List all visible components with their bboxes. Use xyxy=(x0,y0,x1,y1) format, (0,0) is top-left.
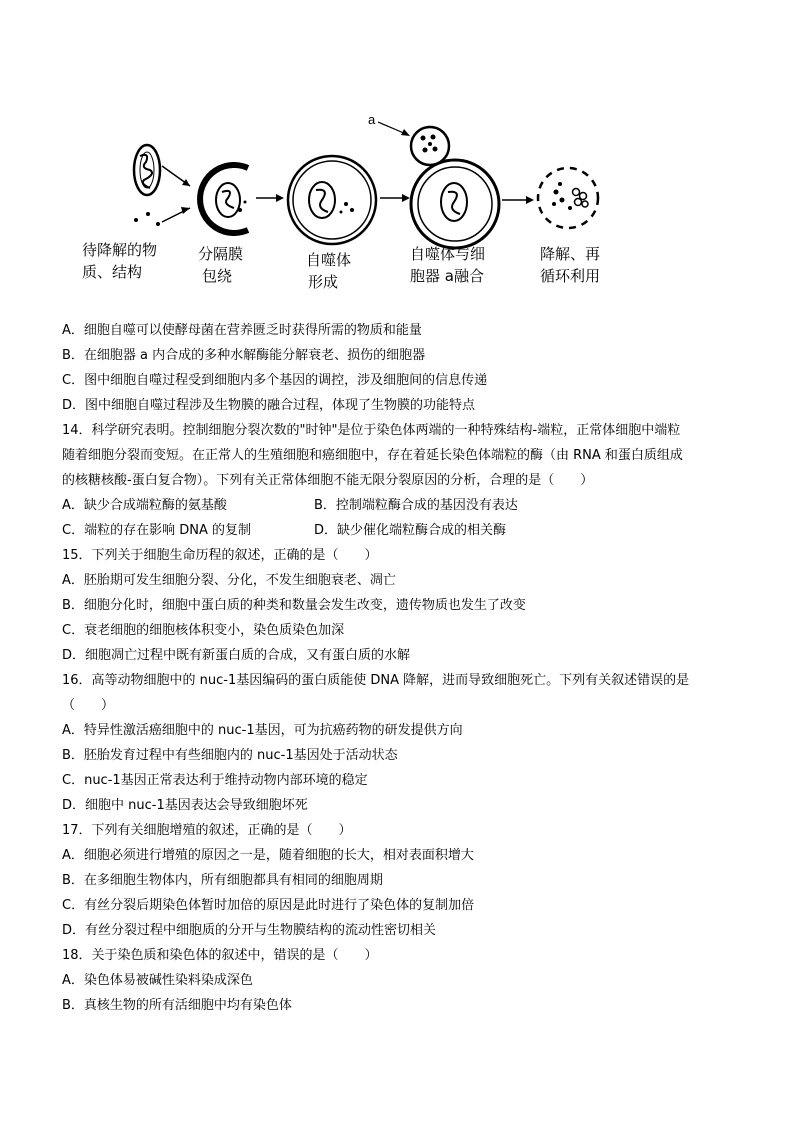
stage1-label-line1: 待降解的物 xyxy=(82,241,158,259)
autophagy-diagram xyxy=(70,108,630,298)
q15-option-d: D．细胞凋亡过程中既有新蛋白质的合成，又有蛋白质的水解 xyxy=(62,648,411,663)
q18-option-b: B．真核生物的所有活细胞中均有染色体 xyxy=(62,998,292,1013)
q13-option-c: C．图中细胞自噬过程受到细胞内多个基因的调控，涉及细胞间的信息传递 xyxy=(62,373,488,388)
q16-option-a: A．特异性激活癌细胞中的 nuc-1基因，可为抗癌药物的研发提供方向 xyxy=(62,723,463,738)
q17-option-c: C．有丝分裂后期染色体暂时加倍的原因是此时进行了染色体的复制加倍 xyxy=(62,898,475,913)
lysosome-a xyxy=(368,112,449,165)
stage1-label-line2: 质、结构 xyxy=(82,263,143,281)
q14-stem-line3: 的核糖核酸-蛋白复合物）。下列有关正常体细胞不能无限分裂原因的分析，合理的是（ ） xyxy=(62,473,594,488)
q17-option-a: A．细胞必须进行增殖的原因之一是，随着细胞的长大，相对表面积增大 xyxy=(62,848,474,863)
q14-stem-line2: 随着细胞分裂而变短。在正常人的生殖细胞和癌细胞中，存在着延长染色体端粒的酶（由 RNA 和蛋白质组成 xyxy=(62,448,683,463)
q17-stem: 17．下列有关细胞增殖的叙述，正确的是（ ） xyxy=(62,823,352,838)
stage2-label-line2: 包绕 xyxy=(202,267,233,285)
q17-option-d: D．有丝分裂过程中细胞质的分开与生物膜结构的流动性密切相关 xyxy=(62,923,437,938)
q14-options-row2 xyxy=(62,518,742,543)
q15-stem: 15．下列关于细胞生命历程的叙述，正确的是（ ） xyxy=(62,548,378,563)
q15-option-a: A．胚胎期可发生细胞分裂、分化，不发生细胞衰老、凋亡 xyxy=(62,573,396,588)
stage3-label-line2: 形成 xyxy=(308,273,339,291)
q17-option-b: B．在多细胞生物体内，所有细胞都具有相同的细胞周期 xyxy=(62,873,383,888)
q18-option-a: A．染色体易被碱性染料染成深色 xyxy=(62,973,253,988)
stage4-label-line2: 胞器 a融合 xyxy=(410,267,484,285)
stage5-label-line2: 循环利用 xyxy=(540,267,601,285)
q16-stem-line2: （ ） xyxy=(62,698,115,713)
q13-option-a: A．细胞自噬可以使酵母菌在营养匮乏时获得所需的物质和能量 xyxy=(62,323,422,338)
stage5-degradation xyxy=(538,168,598,228)
stage2-label-line1: 分隔膜 xyxy=(198,245,244,263)
q16-option-b: B．胚胎发育过程中有些细胞内的 nuc-1基因处于活动状态 xyxy=(62,748,398,763)
q16-option-d: D．细胞中 nuc-1基因表达会导致细胞坏死 xyxy=(62,798,308,813)
q14-option-b: B．控制端粒酶合成的基因没有表达 xyxy=(314,498,518,513)
stage4-fusion xyxy=(411,160,499,248)
q14-option-a: A．缺少合成端粒酶的氨基酸 xyxy=(62,498,227,513)
stage4-label-line1: 自噬体与细 xyxy=(410,245,486,263)
stage3-autophagosome xyxy=(288,156,376,244)
stage5-label-line1: 降解、再 xyxy=(540,245,601,263)
stage3-label-line1: 自噬体 xyxy=(306,251,352,269)
q16-option-c: C．nuc-1基因正常表达利于维持动物内部环境的稳定 xyxy=(62,773,368,788)
stage2-isolation-membrane xyxy=(200,165,248,233)
q14-option-c: C．端粒的存在影响 DNA 的复制 xyxy=(62,523,251,538)
label-a: a xyxy=(368,112,376,127)
q13-option-b: B．在细胞器 a 内合成的多种水解酶能分解衰老、损伤的细胞器 xyxy=(62,348,426,363)
stage1-organelle xyxy=(134,145,160,226)
q18-stem: 18．关于染色质和染色体的叙述中，错误的是（ ） xyxy=(62,948,378,963)
q15-option-c: C．衰老细胞的细胞核体积变小，染色质染色加深 xyxy=(62,623,345,638)
question-text xyxy=(62,318,742,1018)
q14-option-d: D．缺少催化端粒酶合成的相关酶 xyxy=(314,523,507,538)
q16-stem-line1: 16．高等动物细胞中的 nuc-1基因编码的蛋白质能使 DNA 降解，进而导致细胞死亡。下列有关叙述错误的是 xyxy=(62,673,690,688)
q14-options-row1 xyxy=(62,493,742,518)
q14-stem-line1: 14．科学研究表明。控制细胞分裂次数的"时钟"是位于染色体两端的一种特殊结构-端粒，正常体细胞中端粒 xyxy=(62,423,681,438)
q15-option-b: B．细胞分化时，细胞中蛋白质的种类和数量会发生改变，遗传物质也发生了改变 xyxy=(62,598,526,613)
q13-option-d: D．图中细胞自噬过程涉及生物膜的融合过程，体现了生物膜的功能特点 xyxy=(62,398,476,413)
